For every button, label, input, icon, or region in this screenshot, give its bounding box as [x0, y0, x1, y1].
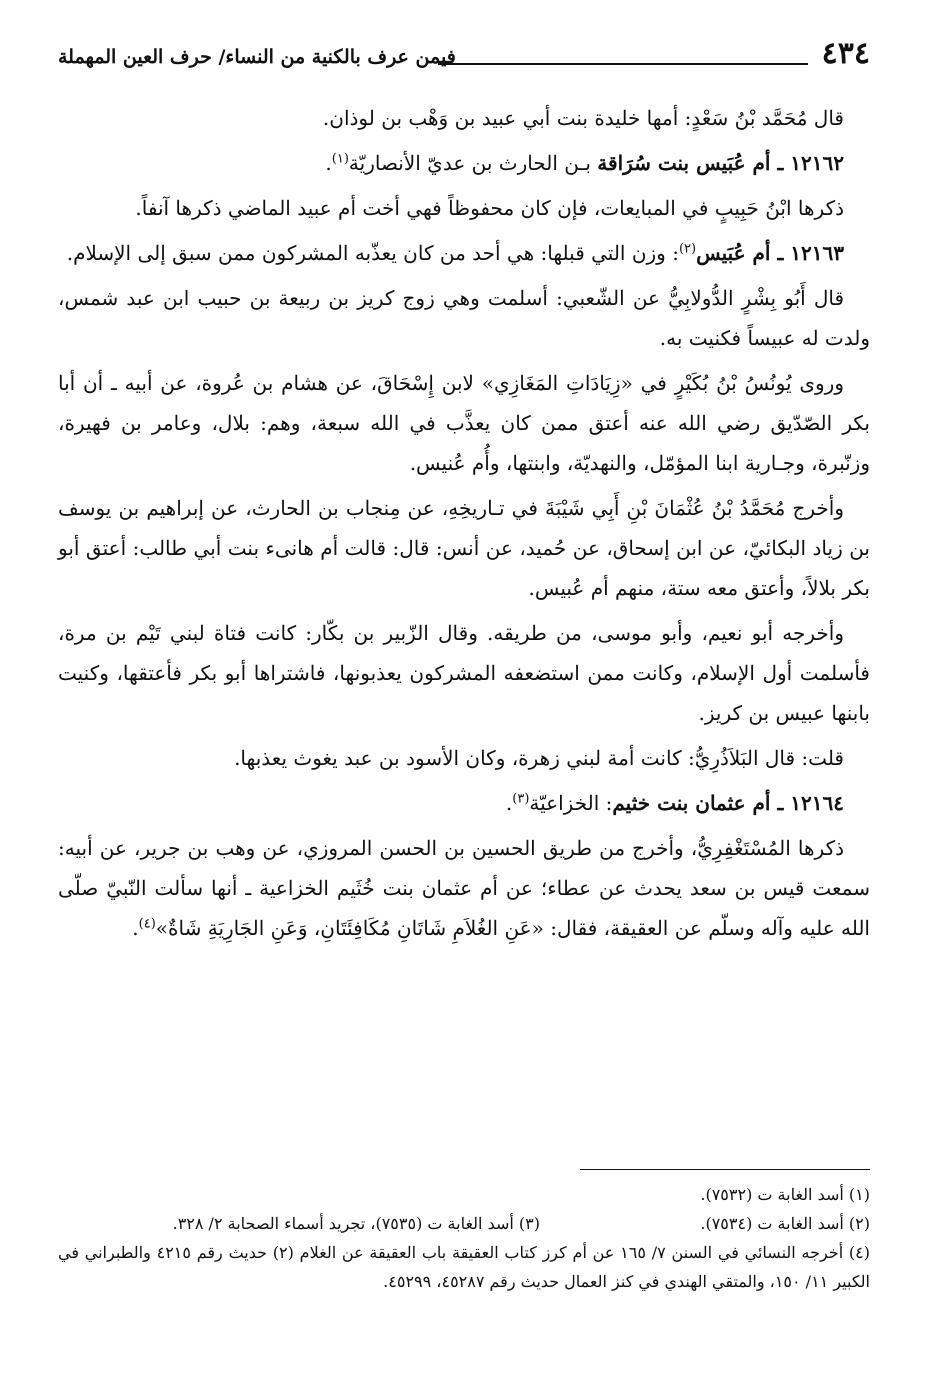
entry-heading: ١٢١٦٢ ـ أم عُبَيس بنت سُرَاقة [597, 151, 844, 175]
entry-heading: ١٢١٦٤ ـ أم عثمان بنت خثيم [612, 791, 844, 815]
page-header [58, 36, 870, 76]
running-title: فيمن عرف بالكنية من النساء/ حرف العين المهملة [58, 46, 456, 68]
page-number: ٤٣٤ [821, 36, 870, 71]
entry-12163 [58, 233, 870, 273]
entry-heading: ١٢١٦٣ ـ أم عُبَيس [696, 241, 844, 265]
footnotes [58, 1180, 870, 1296]
paragraph-ibn-abi-shayba: وأخرج مُحَمَّدُ بْنُ عُثْمَانَ بْنِ أَبِي شَيْبَةَ في تـاريخِهِ، عن مِنجاب بن الحارث، عن إبراهيم بن يوسف بن زياد البكائيّ، عن ابن إسحاق، عن حُميد، عن أنس: قال: قالت أم هانىء بنت أبي طالب: أعتق أبو بكر بلالاً، وأعتق معه ستة، منهم أم عُبيس. [58, 496, 870, 600]
paragraph-end: . [132, 916, 139, 940]
document-page [58, 0, 870, 1381]
entry-text: : وزن التي قبلها: هي أحد من كان يعذّبه المشركون ممن سبق إلى الإسلام. [66, 241, 679, 265]
footnote-ref: (٣) [512, 791, 530, 807]
footnote-separator [580, 1169, 870, 1170]
entry-text: : الخزاعيّة [529, 791, 613, 815]
entry-end: . [325, 151, 332, 175]
footnote-1: (١) أسد الغابة ت (٧٥٣٢). [700, 1185, 870, 1204]
entry-12164 [58, 783, 870, 823]
footnote-ref: (٢) [678, 241, 697, 257]
paragraph-ibn-saad: قال مُحَمَّد بْنُ سَعْدٍ: أمها خليدة بنت أبي عبيد بن وَهْب بن لوذان. [322, 106, 844, 130]
footnote-ref: (١) [331, 151, 349, 167]
paragraph-zubayr: وأخرجه أبو نعيم، وأبو موسى، من طريقه. وقال الزّبير بن بكّار: كانت فتاة لبني تَيْم بن مرة، فأسلمت أول الإسلام، وكانت ممن استضعفه المشركون يعذبونها، فاشتراها أبو بكر فأعتقها، وكنيت بابنها عبيس بن كريز. [58, 621, 870, 725]
footnote-3: (٣) أسد الغابة ت (٧٥٣٥)، تجريد أسماء الصحابة ٢/ ٣٢٨. [172, 1214, 540, 1233]
footnote-2: (٢) أسد الغابة ت (٧٥٣٤). [700, 1214, 870, 1233]
paragraph-baladhuri: قلت: قال البَلاَذُرِيُّ: كانت أمة لبني زهرة، وكان الأسود بن عبد يغوث يعذبها. [234, 746, 844, 770]
footnote-ref: (٤) [138, 916, 156, 932]
footnote-row [58, 1209, 870, 1238]
header-rule [438, 63, 808, 65]
entry-end: . [505, 791, 513, 815]
paragraph-mustaghfiri [58, 828, 870, 948]
page-body [58, 98, 870, 953]
paragraph-text: ذكرها المُسْتَغْفِرِيُّ، وأخرج من طريق الحسين بن الحسن المروزي، عن وهب بن جرير، عن أبيه: سمعت قيس بن سعد يحدث عن عطاء؛ عن أم عثمان بنت خُثَيم الخزاعية ـ أنها سألت النّبيّ صلّى الله عليه وآله وسلّم عن العقيقة، فقال: «عَنِ الغُلاَمِ شَاتَانِ مُكَافِئَتَانِ، وَعَنِ الجَارِيَةِ شَاةٌ» [58, 836, 870, 940]
paragraph-yunus: وروى يُونُسُ بْنُ بُكَيْرٍ في «زِيَادَاتِ المَغَازِي» لابن إِسْحَاقَ، عن هشام بن عُروة، عن أبيه ـ أن أبا بكر الصّدّيق رضي الله عنه أعتق ممن كان يعذَّب في الله سبعة، وهم: بلال، وعامر بن فهيرة، وزنّبرة، وجـارية ابنا المؤمّل، والنهديّة، وابنتها، وأُم عُنيس. [58, 371, 870, 475]
paragraph-dulabi: قال أَبُو بِشْرٍ الدُّولابِيُّ عن الشّعبي: أسلمت وهي زوج كريز بن ربيعة بن حبيب ابن عبد شمس، ولدت له عبيساً فكنيت به. [58, 286, 870, 350]
entry-text: بـن الحارث بن عديّ الأنصاريّة [348, 151, 591, 175]
footnote-4: (٤) أخرجه النسائي في السنن ٧/ ١٦٥ عن أم كرز كتاب العقيقة باب العقيقة عن الغلام (٢) حديث رقم ٤٢١٥ والطبراني في الكبير ١١/ ١٥٠، والمتقي الهندي في كنز العمال حديث رقم ٤٥٢٨٧، ٤٥٢٩٩. [58, 1243, 870, 1291]
entry-12162 [58, 143, 870, 183]
paragraph-ibn-habib: ذكرها ابْنُ حَبِيبٍ في المبايعات، فإن كان محفوظاً فهي أخت أم عبيد الماضي ذكرها آنفاً. [135, 196, 844, 220]
